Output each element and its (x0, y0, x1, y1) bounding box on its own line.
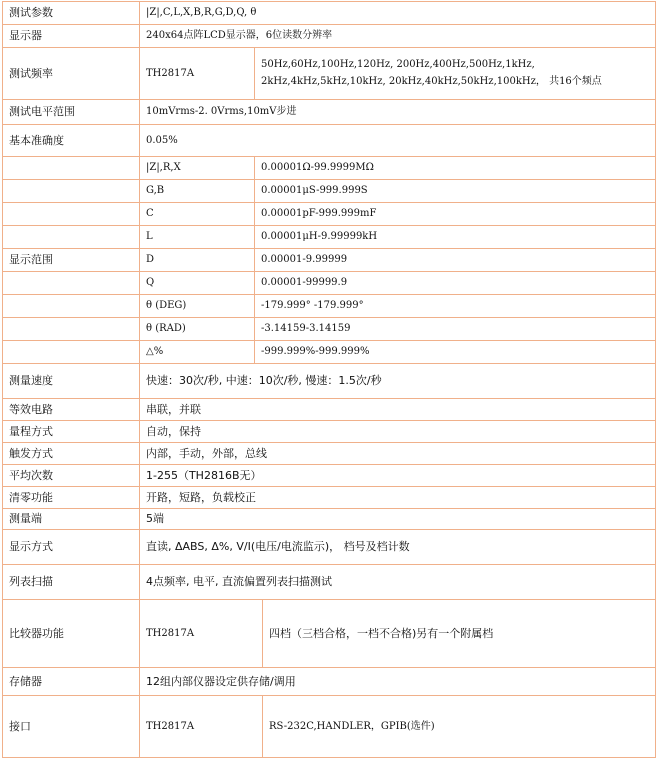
label-params: 测试参数 (3, 2, 140, 25)
label-dispmode: 显示方式 (3, 530, 140, 565)
range-row (3, 157, 656, 180)
value-comparator: 四档（三档合格，一档不合格)另有一个附属档 (263, 600, 656, 668)
range-label-blank (3, 341, 140, 364)
value-dispmode: 直读, ΔABS, Δ%, V/I(电压/电流监示)， 档号及档计数 (140, 530, 656, 565)
row-display (3, 25, 656, 48)
range-param: C (140, 203, 255, 226)
range-label-blank (3, 272, 140, 295)
label-terminal: 测量端 (3, 509, 140, 530)
row-level (3, 100, 656, 125)
range-row (3, 249, 656, 272)
range-row (3, 203, 656, 226)
range-row (3, 295, 656, 318)
range-param: θ (RAD) (140, 318, 255, 341)
row-interface (3, 696, 656, 758)
spec-table (2, 1, 656, 758)
range-value: 0.00001pF-999.999mF (255, 203, 656, 226)
value-display: 240x64点阵LCD显示器，6位读数分辨率 (140, 25, 656, 48)
value-level: 10mVrms-2. 0Vrms,10mV步进 (140, 100, 656, 125)
range-value: 0.00001Ω-99.9999MΩ (255, 157, 656, 180)
range-row (3, 318, 656, 341)
range-label-blank (3, 295, 140, 318)
value-terminal: 5端 (140, 509, 656, 530)
label-interface: 接口 (3, 696, 140, 758)
range-param: Q (140, 272, 255, 295)
range-value: -179.999° -179.999° (255, 295, 656, 318)
range-label-blank (3, 203, 140, 226)
value-circuit: 串联，并联 (140, 399, 656, 421)
range-value: 0.00001-99999.9 (255, 272, 656, 295)
value-speed: 快速：30次/秒, 中速：10次/秒, 慢速：1.5次/秒 (140, 364, 656, 399)
label-display: 显示器 (3, 25, 140, 48)
range-value: 0.00001μH-9.99999kH (255, 226, 656, 249)
row-accuracy (3, 125, 656, 157)
value-zero: 开路，短路，负载校正 (140, 487, 656, 509)
row-listscan (3, 565, 656, 600)
range-param: △% (140, 341, 255, 364)
label-comparator: 比较器功能 (3, 600, 140, 668)
label-level: 测试电平范围 (3, 100, 140, 125)
row-freq (3, 48, 656, 100)
range-param: |Z|,R,X (140, 157, 255, 180)
row-storage (3, 668, 656, 696)
row-average (3, 465, 656, 487)
value-trigger: 内部，手动，外部，总线 (140, 443, 656, 465)
value-listscan: 4点频率, 电平, 直流偏置列表扫描测试 (140, 565, 656, 600)
range-row (3, 226, 656, 249)
range-label-blank (3, 318, 140, 341)
range-value: 0.00001μS-999.999S (255, 180, 656, 203)
label-average: 平均次数 (3, 465, 140, 487)
label-accuracy: 基本准确度 (3, 125, 140, 157)
range-label-blank (3, 226, 140, 249)
range-value: 0.00001-9.99999 (255, 249, 656, 272)
model-freq: TH2817A (140, 48, 255, 100)
label-circuit: 等效电路 (3, 399, 140, 421)
label-storage: 存储器 (3, 668, 140, 696)
range-row (3, 341, 656, 364)
freq-line-2: 2kHz,4kHz,5kHz,10kHz, 20kHz,40kHz,50kHz,100kHz， 共16个频点 (261, 76, 602, 87)
value-storage: 12组内部仪器设定供存储/调用 (140, 668, 656, 696)
row-circuit (3, 399, 656, 421)
freq-line-1: 50Hz,60Hz,100Hz,120Hz, 200Hz,400Hz,500Hz,1kHz, (261, 59, 535, 70)
label-zero: 清零功能 (3, 487, 140, 509)
value-freq (255, 48, 656, 100)
model-comparator: TH2817A (140, 600, 263, 668)
value-accuracy: 0.05% (140, 125, 656, 157)
label-freq: 测试频率 (3, 48, 140, 100)
row-speed (3, 364, 656, 399)
range-param: D (140, 249, 255, 272)
range-row (3, 180, 656, 203)
label-rangemode: 量程方式 (3, 421, 140, 443)
range-label-blank (3, 180, 140, 203)
model-interface: TH2817A (140, 696, 263, 758)
value-params: |Z|,C,L,X,B,R,G,D,Q, θ (140, 2, 656, 25)
range-value: -999.999%-999.999% (255, 341, 656, 364)
row-terminal (3, 509, 656, 530)
row-rangemode (3, 421, 656, 443)
row-zero (3, 487, 656, 509)
value-interface: RS-232C,HANDLER，GPIB(选件) (263, 696, 656, 758)
value-average: 1-255（TH2816B无） (140, 465, 656, 487)
label-speed: 测量速度 (3, 364, 140, 399)
range-label-blank (3, 157, 140, 180)
value-rangemode: 自动，保持 (140, 421, 656, 443)
label-trigger: 触发方式 (3, 443, 140, 465)
row-comparator (3, 600, 656, 668)
row-dispmode (3, 530, 656, 565)
row-params (3, 2, 656, 25)
range-param: θ (DEG) (140, 295, 255, 318)
range-row (3, 272, 656, 295)
label-listscan: 列表扫描 (3, 565, 140, 600)
label-range: 显示范围 (3, 249, 140, 272)
row-trigger (3, 443, 656, 465)
range-value: -3.14159-3.14159 (255, 318, 656, 341)
range-param: L (140, 226, 255, 249)
range-param: G,B (140, 180, 255, 203)
